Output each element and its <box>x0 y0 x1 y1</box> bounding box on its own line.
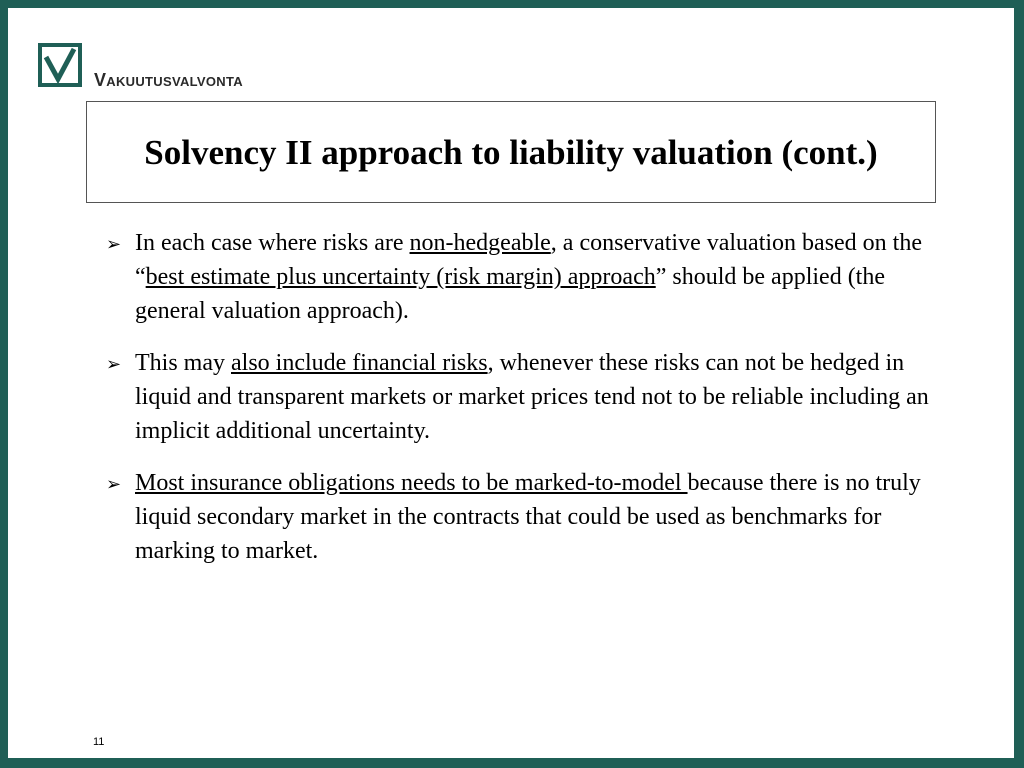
bullet-item <box>106 226 946 328</box>
text-segment: ” should be applied (the general valuation approach). <box>135 264 885 324</box>
logo-wordmark: Vakuutusvalvonta <box>94 70 243 90</box>
underlined-phrase: also include financial risks <box>231 350 488 376</box>
underlined-phrase: Most insurance obligations needs to be marked-to-model <box>135 470 688 496</box>
underlined-phrase: best estimate plus uncertainty (risk margin) approach <box>145 264 656 290</box>
bullet-arrow-icon: ➢ <box>106 474 122 494</box>
bullet-text <box>135 226 946 328</box>
bullet-text <box>135 346 946 448</box>
bullet-arrow-icon: ➢ <box>106 234 122 254</box>
title-box <box>86 101 936 203</box>
page-number: 11 <box>93 736 105 748</box>
slide-title: Solvency II approach to liability valuation (cont.) <box>144 132 878 172</box>
text-segment: , whenever these risks can not be hedged in liquid and transparent markets or market prices tend not to be reliable including an implicit additional uncertainty. <box>135 350 929 444</box>
text-segment: In each case where risks are <box>135 230 410 256</box>
bullet-text <box>135 466 946 568</box>
underlined-phrase: non-hedgeable <box>409 230 551 256</box>
text-segment: This may <box>135 350 231 376</box>
slide <box>8 8 1014 758</box>
bullet-arrow-icon: ➢ <box>106 354 122 374</box>
vakuutusvalvonta-logo-icon <box>38 43 82 87</box>
bullet-item <box>106 466 946 568</box>
bullet-item <box>106 346 946 448</box>
bullet-list <box>106 226 946 586</box>
text-segment: , a conservative valuation based on the “ <box>135 230 922 290</box>
text-segment: because there is no truly liquid secondary market in the contracts that could be used as benchmarks for marking to market. <box>135 470 921 564</box>
